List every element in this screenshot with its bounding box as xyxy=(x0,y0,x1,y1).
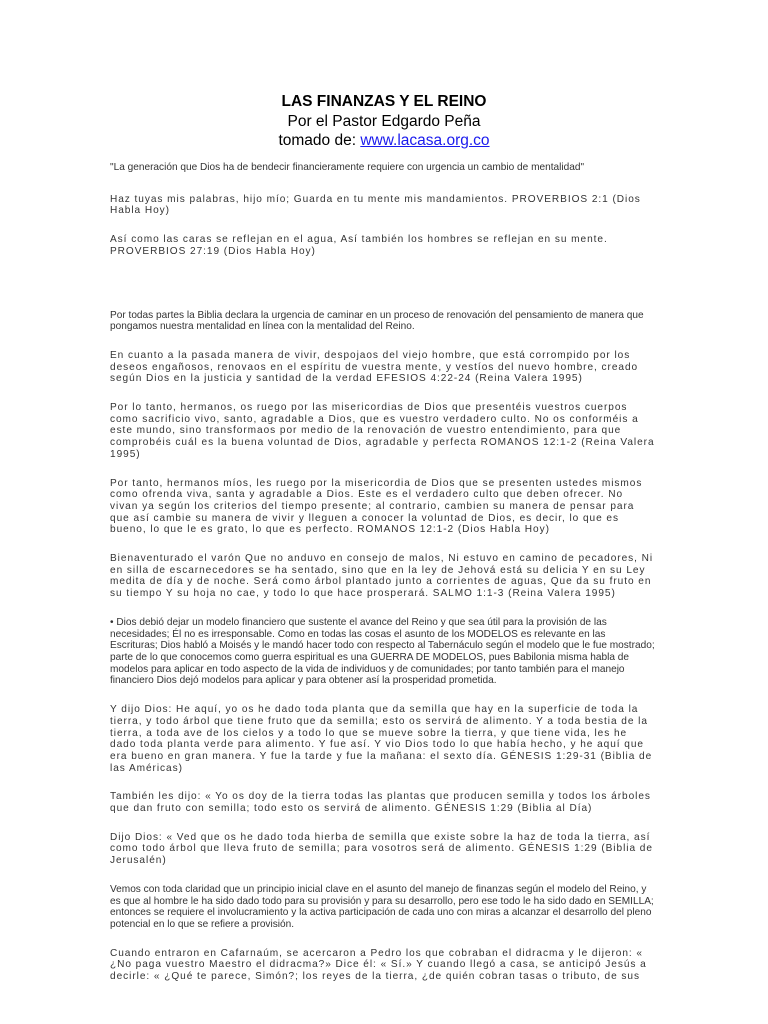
author-line: Por el Pastor Edgardo Peña xyxy=(287,113,481,130)
paragraph-modelo-financiero: • Dios debió dejar un modelo financiero que sustente el avance del Reino y que sea útil para la provisión de las necesidades; Él no es irresponsable. Como en todas las cosas el asunto de los MODELOS es relevante en las Escrituras; Dios habló a Moisés y le mandó hacer todo con respecto al Tabernáculo según el modelo que le fue mostrado; parte de lo que conocemos como guerra espiritual es una GUERRA DE MODELOS, pues Babilonia misma habla de modelos para aplicar en todo aspecto de la vida de individuos y de comunidades; por tanto también para el manejo financiero Dios dejó modelos para aplicar y para obtener así la prosperidad prometida. xyxy=(110,616,655,687)
paragraph-semilla: Vemos con toda claridad que un principio inicial clave en el asunto del manejo de finanzas según el modelo del Reino, y es que al hombre le ha sido dado todo para su provisión y para su desarrollo, pero ese todo le ha sido dado en SEMILLA; entonces se requiere el involucramiento y la activa participación de cada uno con miras a alcanzar el desarrollo del pleno potencial en lo que se refiere a provisión. xyxy=(110,883,654,930)
source-prefix: tomado de: xyxy=(278,132,361,149)
paragraph-romanos-rv: Por lo tanto, hermanos, os ruego por las misericordias de Dios que presentéis vuestros cuerpos como sacrificio vivo, santo, agradable a Dios, que es vuestro verdadero culto. No os conforméis a este mundo, sino transformaos por medio de la renovación de vuestro entendimiento, para que comprobéis cuál es la buena voluntad de Dios, agradable y perfecta ROMANOS 12:1-2 (Reina Valera 1995) xyxy=(110,402,655,460)
paragraph-romanos-dhh: Por tanto, hermanos míos, les ruego por la misericordia de Dios que se presenten ustedes mismos como ofrenda viva, santa y agradable a Dios. Este es el verdadero culto que deben ofrecer. No vivan ya según los criterios del tiempo presente; al contrario, cambien su manera de pensar para que así cambie su manera de vivir y lleguen a conocer la voluntad de Dios, es decir, lo que es bueno, lo que le es grato, lo que es perfecto. ROMANOS 12:1-2 (Dios Habla Hoy) xyxy=(110,477,643,536)
paragraph-genesis-bj: Dijo Dios: « Ved que os he dado toda hierba de semilla que existe sobre la haz de toda la tierra, así como todo árbol que lleva fruto de semilla; para vosotros será de alimento. GÉNESIS 1:29 (Biblia de Jerusalén) xyxy=(110,831,653,867)
paragraph-proverbios-27-19: Así como las caras se reflejan en el agua, Así también los hombres se reflejan en su mente. PROVERBIOS 27:19 (Dios Habla Hoy) xyxy=(110,234,608,257)
title-block xyxy=(0,92,768,150)
paragraph-genesis-lba: Y dijo Dios: He aquí, yo os he dado toda planta que da semilla que hay en la superficie de toda la tierra, y todo árbol que tiene fruto que da semilla; esto os servirá de alimento. Y a toda bestia de la tierra, a toda ave de los cielos y a todo lo que se mueve sobre la tierra, y que tiene vida, les he dado toda planta verde para alimento. Y fue así. Y vio Dios todo lo que había hecho, y he aquí que era bueno en gran manera. Y fue la tarde y fue la mañana: el sexto día. GÉNESIS 1:29-31 (Biblia de las Américas) xyxy=(110,704,653,774)
document-title: LAS FINANZAS Y EL REINO xyxy=(281,93,487,110)
paragraph-proverbios-2-1: Haz tuyas mis palabras, hijo mío; Guarda en tu mente mis mandamientos. PROVERBIOS 2:1 (Dios Habla Hoy) xyxy=(110,193,641,217)
source-link[interactable]: www.lacasa.org.co xyxy=(360,132,490,149)
paragraph-renovacion: Por todas partes la Biblia declara la urgencia de caminar en un proceso de renovación del pensamiento de manera que pongamos nuestra mentalidad en línea con la mentalidad del Reino. xyxy=(110,309,644,333)
source-line xyxy=(0,131,768,150)
document-body xyxy=(110,162,655,983)
paragraph-cafarnaum: Cuando entraron en Cafarnaúm, se acercaron a Pedro los que cobraban el didracma y le dijeron: « ¿No paga vuestro Maestro el didracma?» Dice él: « Sí.» Y cuando llegó a casa, se anticipó Jesús a decirle: « ¿Qué te parece, Simón?; los reyes de la tierra, ¿de quién cobran tasas o tributo, de sus xyxy=(110,947,647,983)
paragraph-genesis-bad: También les dijo: « Yo os doy de la tierra todas las plantas que producen semilla y todos los árboles que dan fruto con semilla; todo esto os servirá de alimento. GÉNESIS 1:29 (Biblia al Día) xyxy=(110,791,651,815)
paragraph-quote: "La generación que Dios ha de bendecir financieramente requiere con urgencia un cambio de mentalidad" xyxy=(110,162,585,173)
paragraph-salmo: Bienaventurado el varón Que no anduvo en consejo de malos, Ni estuvo en camino de pecadores, Ni en silla de escarnecedores se ha sentado, sino que en la ley de Jehová está su delicia Y en su Ley medita de día y de noche. Será como árbol plantado junto a corrientes de aguas, Que da su fruto en su tiempo Y su hoja no cae, y todo lo que hace prosperará. SALMO 1:1-3 (Reina Valera 1995) xyxy=(110,553,654,600)
paragraph-efesios: En cuanto a la pasada manera de vivir, despojaos del viejo hombre, que está corrompido por los deseos engañosos, renovaos en el espíritu de vuestra mente, y vestíos del nuevo hombre, creado según Dios en la justicia y santidad de la verdad EFESIOS 4:22-24 (Reina Valera 1995) xyxy=(110,349,639,385)
